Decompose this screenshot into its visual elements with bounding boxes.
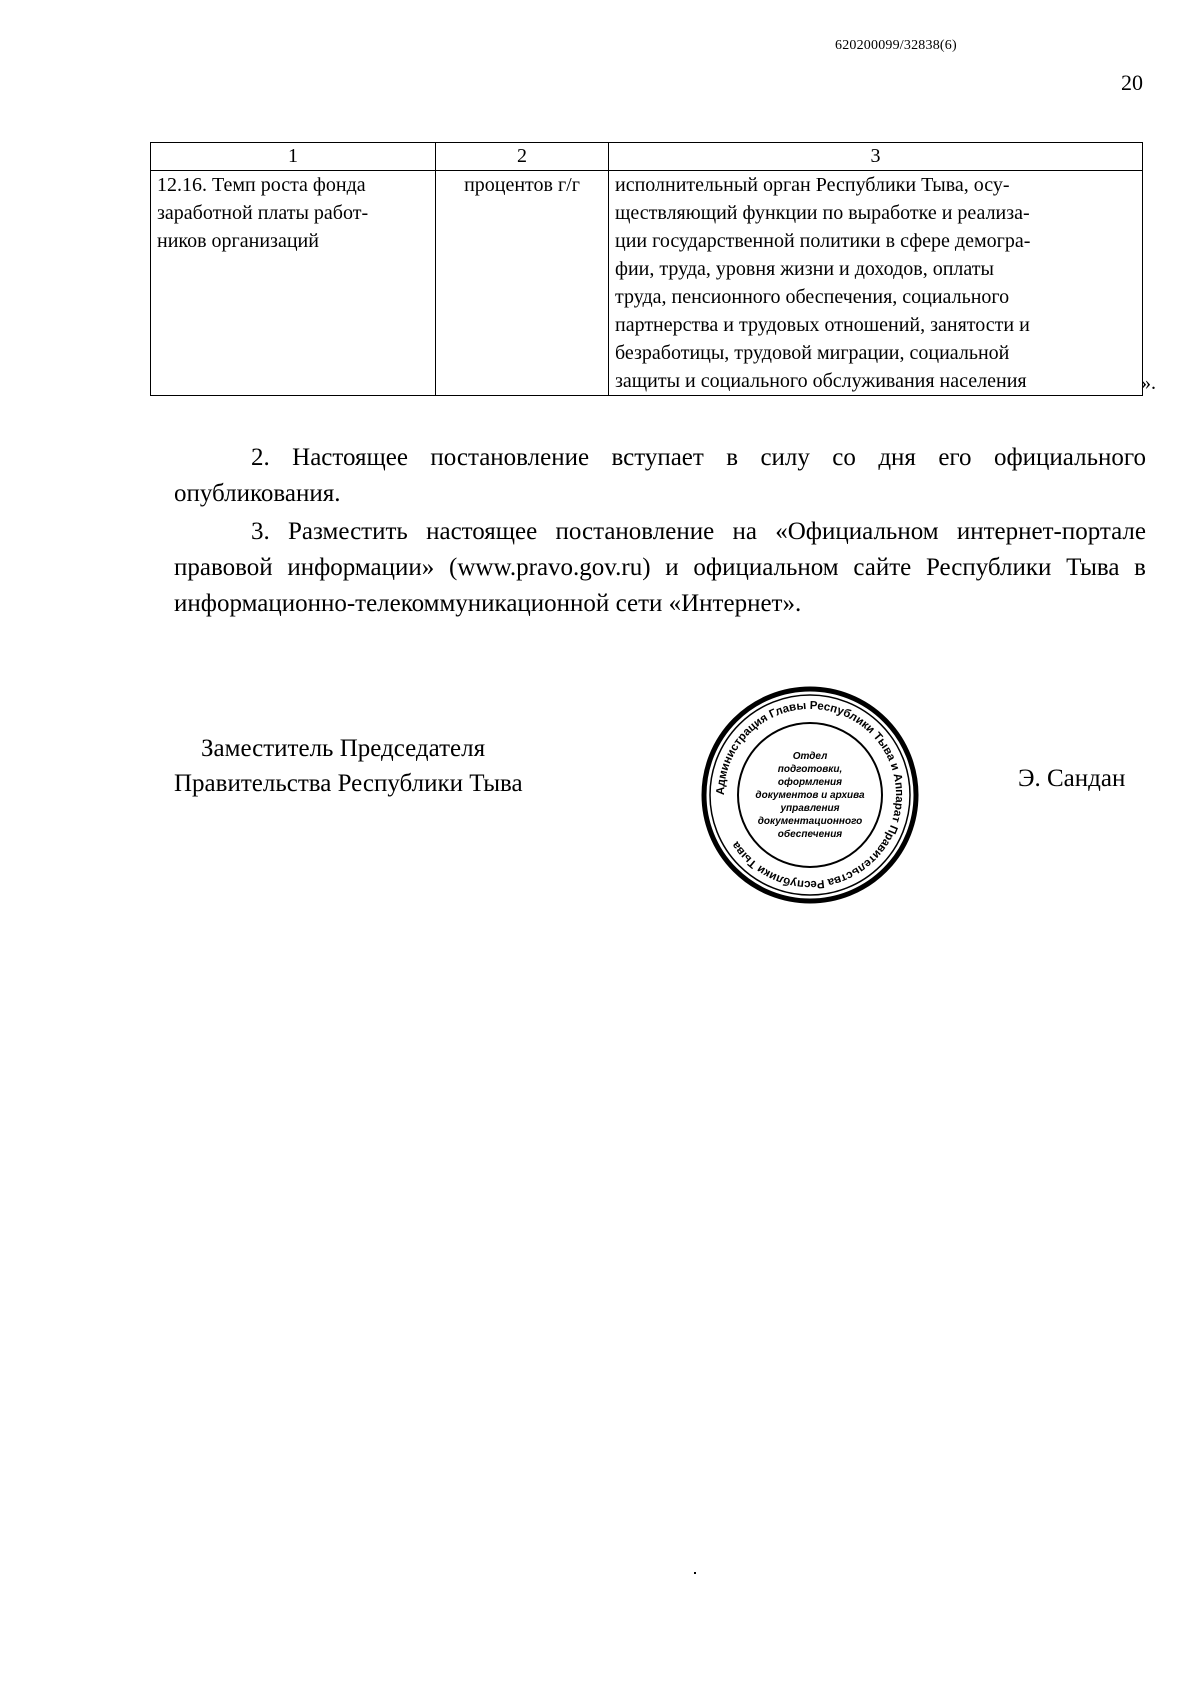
official-stamp <box>700 685 920 905</box>
indicator-table-container <box>150 142 1142 396</box>
paragraph-3: 3. Разместить настоящее постановление на «Официальном интернет-портале правовой информации» (www.pravo.gov.ru) и официальном сайте Республики Тыва в информационно-телекоммуникационной сети «Интернет». <box>174 518 1146 617</box>
unit-cell <box>436 171 609 396</box>
stamp-center-line: документов и архива <box>755 790 865 801</box>
stamp-center-line: оформления <box>777 777 843 788</box>
responsible-cell <box>609 171 1143 396</box>
unit-of-measure: процентов г/г <box>464 174 580 196</box>
stamp-center-line: управления <box>780 803 840 814</box>
table-header-row <box>151 143 1143 171</box>
stamp-center-line: документационного <box>757 816 863 827</box>
table-closing-quote: ». <box>1141 372 1156 394</box>
signer-position <box>174 731 523 801</box>
stamp-ring-textpath: Администрация Главы Республики Тыва и Аппарат Правительства Республики Тыва <box>714 699 906 891</box>
indicator-name: 12.16. Темп роста фонда заработной платы работ- ников организаций <box>157 174 369 252</box>
indicator-table <box>150 142 1143 396</box>
table-row <box>151 171 1143 396</box>
paragraph-2: 2. Настоящее постановление вступает в силу со дня его официального опубликования. <box>174 444 1146 507</box>
stamp-center-line: Отдел <box>792 751 828 762</box>
responsible-body: исполнительный орган Республики Тыва, осу- ществляющий функции по выработке и реализа- ции государственной политики в сфере демогра- фии, труда, уровня жизни и доходов, оплаты труда, пенсионного обеспечения, социального партнерства и трудовых отношений, занятости и безработицы, трудовой миграции, социальной защиты и социального обслуживания населения <box>615 174 1031 392</box>
scan-dot <box>694 1572 696 1574</box>
column-number-1: 1 <box>151 143 436 171</box>
signer-name: Э. Сандан <box>1018 765 1126 792</box>
column-number-3: 3 <box>609 143 1143 171</box>
stamp-center-line: подготовки, <box>777 764 843 775</box>
signer-position-line-1: Заместитель Председателя <box>201 735 486 762</box>
stamp-center-line: обеспечения <box>777 829 843 840</box>
signer-position-line-2: Правительства Республики Тыва <box>174 770 523 797</box>
indicator-cell <box>151 171 436 396</box>
column-number-2: 2 <box>436 143 609 171</box>
page-number: 20 <box>1121 70 1143 95</box>
document-registration-code: 620200099/32838(6) <box>835 38 957 53</box>
